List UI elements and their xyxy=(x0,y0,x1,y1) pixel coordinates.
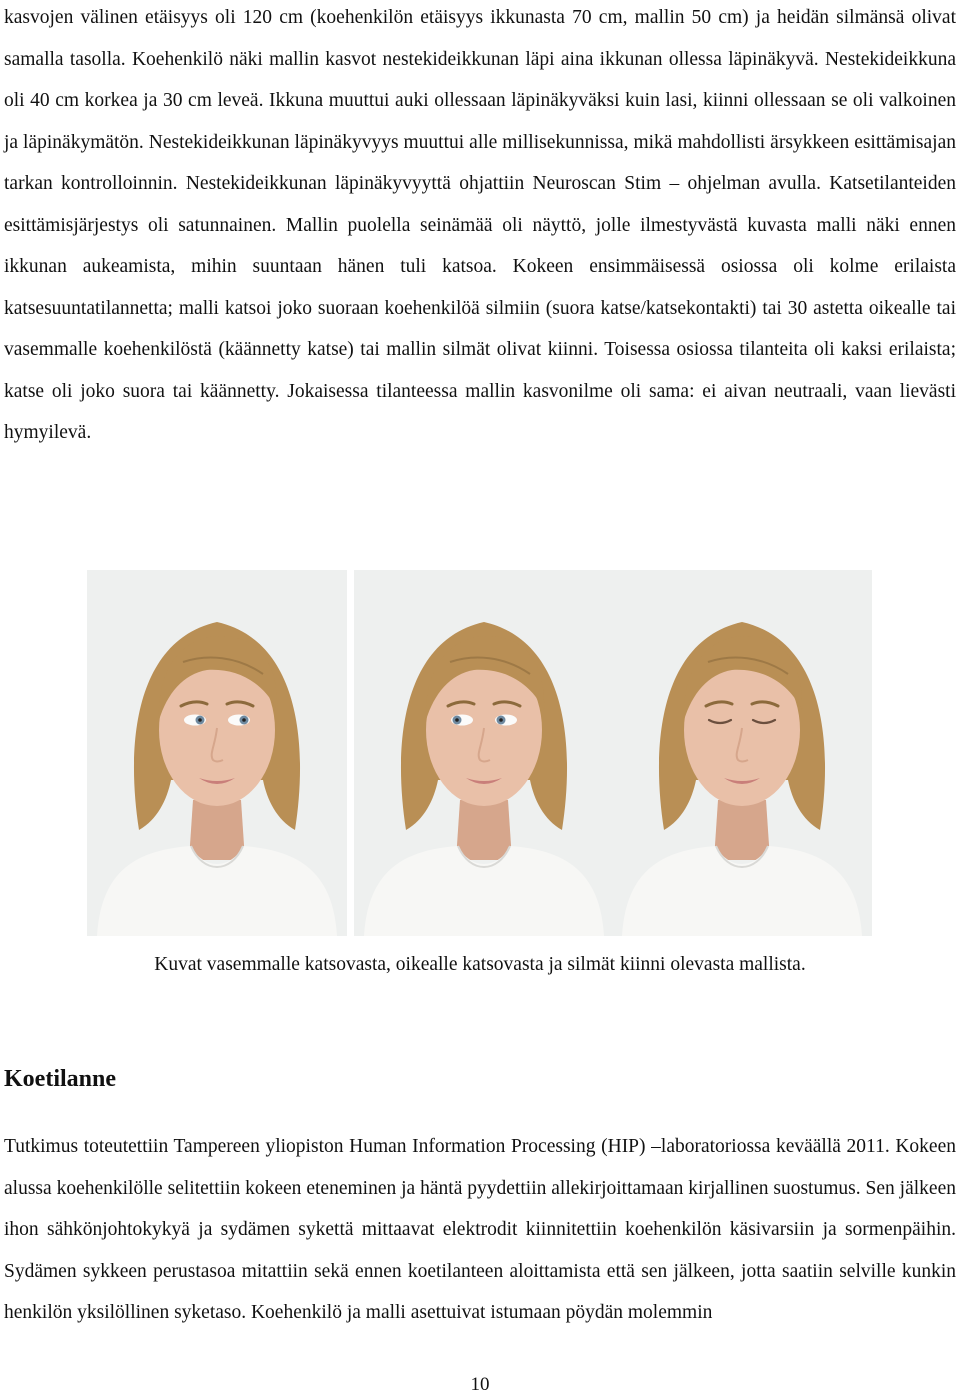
figure-caption: Kuvat vasemmalle katsovasta, oikealle katsovasta ja silmät kiinni olevasta mallista. xyxy=(154,954,806,975)
portrait-illustration xyxy=(612,570,872,936)
pupil-left xyxy=(455,718,459,722)
photo-model-looking-right xyxy=(354,570,614,936)
pupil-right xyxy=(499,718,503,722)
pupil-right xyxy=(242,718,246,722)
neck xyxy=(189,800,245,860)
portrait-illustration xyxy=(87,570,347,936)
photo-model-eyes-closed xyxy=(612,570,872,936)
pupil-left xyxy=(198,718,202,722)
page-number: 10 xyxy=(470,1374,490,1395)
section-heading: Koetilanne xyxy=(4,1066,116,1092)
neck xyxy=(456,800,512,860)
neck xyxy=(714,800,770,860)
body-paragraph-1: kasvojen välinen etäisyys oli 120 cm (koehenkilön etäisyys ikkunasta 70 cm, mallin 50 cm) ja heidän silmänsä olivat samalla tasolla. Koehenkilö näki mallin kasvot nestekideikkunan läpi aina ikkunan ollessa läpinäkyvä. Nestekideikkuna oli 40 cm korkea ja 30 cm leveä. Ikkuna muuttui auki ollessaan läpinäkyväksi kuin lasi, kiinni ollessaan se oli valkoinen ja läpinäkymätön. Nestekideikkunan läpinäkyvyys muuttui alle millisekunnissa, mikä mahdollisti ärsykkeen esittämisajan tarkan kontrolloinnin. Nestekideikkunan läpinäkyvyyttä ohjattiin Neuroscan Stim – ohjelman avulla. Katsetilanteiden esittämisjärjestys oli satunnainen. Mallin puolella seinämää oli näyttö, jolle ilmestyvästä kuvasta malli näki ennen ikkunan aukeamista, mihin suuntaan hänen tuli katsoa. Kokeen ensimmäisessä osiossa oli kolme erilaista katsesuuntatilannetta; malli katsoi joko suoraan koehenkilöä silmiin (suora katse/katsekontakti) tai 30 astetta oikealle tai vasemmalle koehenkilöstä (käännetty katse) tai mallin silmät olivat kiinni. Toisessa osiossa tilanteita oli kaksi erilaista; katse oli joko suora tai käännetty. Jokaisessa tilanteessa mallin kasvonilme oli sama: ei aivan neutraali, vaan lievästi hymyilevä. xyxy=(4,7,956,443)
portrait-illustration xyxy=(354,570,614,936)
photo-model-looking-left xyxy=(87,570,347,936)
body-paragraph-2: Tutkimus toteutettiin Tampereen yliopiston Human Information Processing (HIP) –laboratoriossa keväällä 2011. Kokeen alussa koehenkilölle selitettiin kokeen eteneminen ja häntä pyydettiin allekirjoittamaan kirjallinen suostumus. Sen jälkeen ihon sähkönjohtokykyä ja sydämen sykettä mittaavat elektrodit kiinnitettiin koehenkilön käsivarsiin ja sormenpäihin. Sydämen sykkeen perustasoa mitattiin sekä ennen koetilanteen aloittamista että sen jälkeen, jotta saatiin selville kunkin henkilön yksilöllinen syketaso. Koehenkilö ja malli asettuivat istumaan pöydän molemmin xyxy=(4,1136,956,1323)
figure-photo-row xyxy=(87,570,871,936)
